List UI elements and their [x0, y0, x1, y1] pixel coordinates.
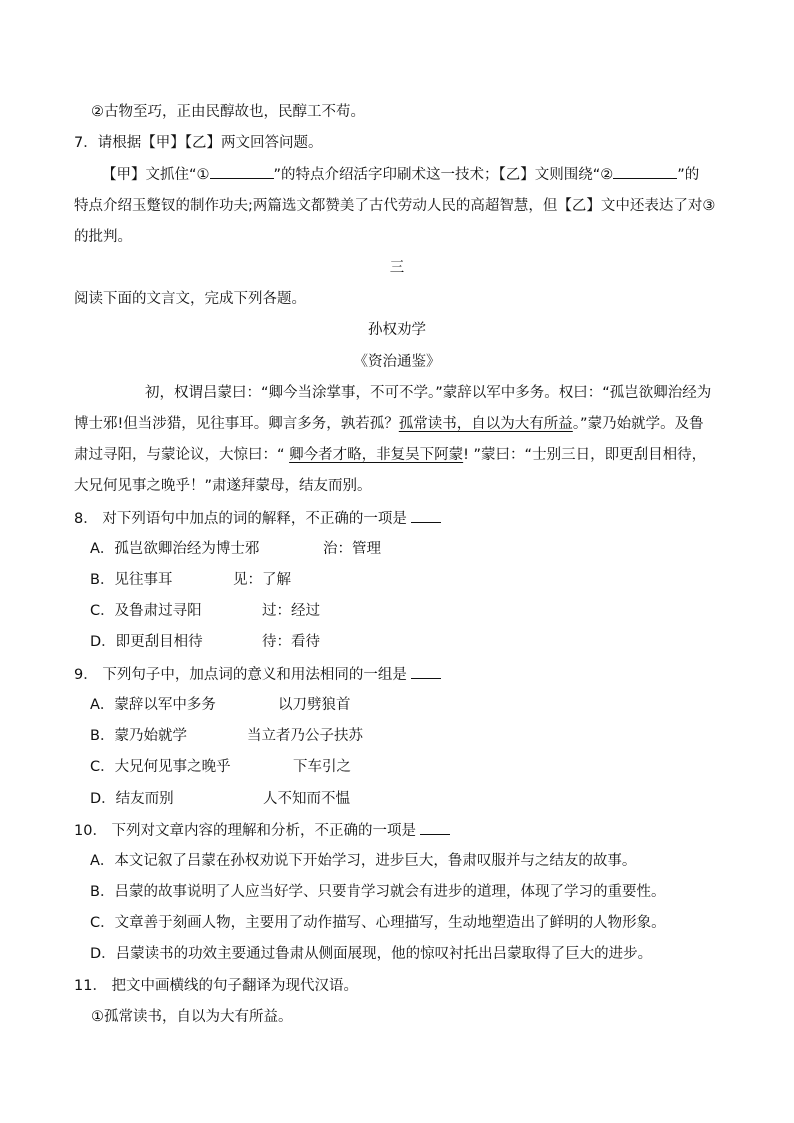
q9-option-d-left: D．结友而别 [90, 791, 174, 807]
q8-stem [74, 508, 441, 529]
q7-text-c: ”的 [677, 167, 700, 183]
passage-text: 肃过寻阳，与蒙论议，大惊曰：“ [74, 447, 290, 463]
q8-option-c[interactable] [90, 601, 320, 621]
q8-option-a[interactable] [90, 539, 381, 559]
q8-answer-blank[interactable] [411, 508, 441, 523]
q9-option-a-left: A．蒙辞以军中多务 [90, 697, 216, 713]
q10-answer-blank[interactable] [420, 820, 450, 835]
q8-option-b-text: B．见往事耳 [90, 572, 173, 588]
q8-stem-text: 8． 对下列语句中加点的词的解释，不正确的一项是 [74, 511, 407, 527]
section-instruction: 阅读下面的文言文，完成下列各题。 [74, 291, 306, 307]
passage-line3 [74, 445, 706, 465]
q9-stem-text: 9． 下列句子中，加点词的意义和用法相同的一组是 [74, 667, 407, 683]
q8-option-b[interactable] [90, 570, 291, 590]
q9-option-b-right: 当立者乃公子扶苏 [247, 728, 363, 744]
q8-option-a-text: A．孤岂欲卿治经为博士邪 [90, 541, 260, 557]
q6-item-2: ②古物至巧，正由民醇故也，民醇工不苟。 [91, 104, 365, 120]
q8-option-d-gloss: 待：看待 [262, 634, 320, 650]
q8-option-d[interactable] [90, 632, 320, 652]
q11-stem: 11． 把文中画横线的句子翻译为现代汉语。 [74, 978, 359, 994]
q9-option-c[interactable] [90, 757, 351, 777]
passage-line1: 初，权谓吕蒙曰：“卿今当涂掌事，不可不学。”蒙辞以军中多务。权曰：“孤岂欲卿治经为 [145, 385, 712, 401]
q10-option-c[interactable]: C．文章善于刻画人物，主要用了动作描写、心理描写，生动地塑造出了鲜明的人物形象。 [90, 915, 666, 931]
section-number: 三 [389, 260, 405, 276]
passage-text: 。”蒙乃始就学。及鲁 [572, 416, 704, 432]
q8-option-c-gloss: 过：经过 [262, 603, 320, 619]
q7-text-a: 【甲】文抓住“① [102, 167, 210, 183]
q10-stem [74, 820, 450, 841]
q8-option-d-text: D．即更刮目相待 [90, 634, 203, 650]
q8-option-a-gloss: 治：管理 [323, 541, 381, 557]
q9-option-b[interactable] [90, 726, 363, 746]
passage-source: 《资治通鉴》 [353, 354, 441, 370]
q10-stem-text: 10． 下列对文章内容的理解和分析，不正确的一项是 [74, 823, 417, 839]
q8-option-b-gloss: 见：了解 [233, 572, 291, 588]
passage-text: 博士邪!但当涉猎，见往事耳。卿言多务，孰若孤？ [74, 416, 399, 432]
q10-option-a[interactable]: A．本文记叙了吕蒙在孙权劝说下开始学习，进步巨大，鲁肃叹服并与之结友的故事。 [90, 853, 637, 869]
q9-option-a[interactable] [90, 695, 351, 715]
q9-option-c-left: C．大兄何见事之晚乎 [90, 759, 231, 775]
passage-title: 孙权劝学 [368, 322, 426, 338]
q9-answer-blank[interactable] [411, 664, 441, 679]
q7-blank-1[interactable] [210, 164, 274, 179]
q9-stem [74, 664, 441, 685]
q8-option-c-text: C．及鲁肃过寻阳 [90, 603, 202, 619]
passage-text: ! ”蒙曰：“士别三日，即更刮目相待， [463, 447, 707, 463]
passage-line4: 大兄何见事之晚乎！”肃遂拜蒙母，结友而别。 [74, 478, 372, 494]
q9-option-b-left: B．蒙乃始就学 [90, 728, 187, 744]
q11-item-1: ①孤常读书，自以为大有所益。 [91, 1009, 293, 1025]
q9-option-d-right: 人不知而不愠 [263, 791, 350, 807]
q7-blank-2[interactable] [613, 164, 677, 179]
underlined-sentence-2: 卿今者才略，非复吴下阿蒙 [289, 447, 464, 463]
q7-paragraph-line1 [102, 164, 699, 185]
q10-option-b[interactable]: B．吕蒙的故事说明了人应当好学、只要肯学习就会有进步的道理，体现了学习的重要性。 [90, 884, 666, 900]
q9-option-d[interactable] [90, 789, 350, 809]
q9-option-a-right: 以刀劈狼首 [278, 697, 351, 713]
q7-paragraph-line2: 特点介绍玉蹩钗的制作功夫;两篇选文都赞美了古代劳动人民的高超智慧，但【乙】文中还表达了对③ [74, 198, 716, 214]
q7-stem: 7．请根据【甲】【乙】两文回答问题。 [74, 135, 323, 151]
q10-option-d[interactable]: D．吕蒙读书的功效主要通过鲁肃从侧面展现，他的惊叹衬托出吕蒙取得了巨大的进步。 [90, 946, 653, 962]
q9-option-c-right: 下车引之 [293, 759, 351, 775]
underlined-sentence-1: 孤常读书，自以为大有所益 [398, 416, 573, 432]
q7-paragraph-line3: 的批判。 [74, 229, 132, 245]
passage-line2 [74, 414, 704, 434]
q7-text-b: ”的特点介绍活字印刷术这一技术；【乙】文则围绕“② [273, 167, 614, 183]
